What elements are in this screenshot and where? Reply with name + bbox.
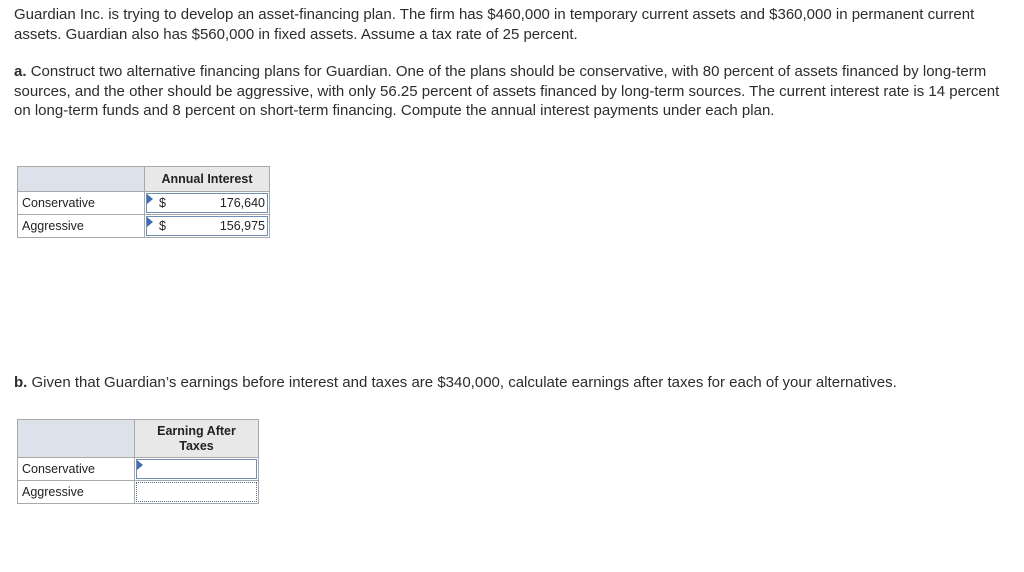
eat-aggressive-cell[interactable] bbox=[135, 481, 259, 504]
header-line-2: Taxes bbox=[179, 438, 214, 453]
row-label-aggressive: Aggressive bbox=[18, 215, 145, 238]
annual-interest-conservative-value: 176,640 bbox=[219, 196, 265, 210]
flag-marker-icon bbox=[147, 194, 153, 204]
earning-after-taxes-header bbox=[135, 420, 259, 458]
row-label-conservative: Conservative bbox=[18, 192, 145, 215]
currency-symbol: $ bbox=[159, 196, 166, 210]
part-b-question bbox=[14, 373, 1014, 393]
problem-intro bbox=[14, 5, 1014, 44]
table-corner-cell bbox=[18, 420, 135, 458]
part-a-question bbox=[14, 62, 1014, 121]
eat-aggressive-input[interactable] bbox=[136, 482, 257, 502]
currency-symbol: $ bbox=[159, 219, 166, 233]
annual-interest-table bbox=[17, 166, 270, 238]
table-row bbox=[18, 458, 259, 481]
annual-interest-header: Annual Interest bbox=[145, 167, 270, 192]
problem-intro-text: Guardian Inc. is trying to develop an asset-financing plan. The firm has $460,000 in temporary current assets and $360,000 in permanent current assets. Guardian also has $560,000 in fixed assets. Assume a tax rate of 25 percent. bbox=[14, 6, 975, 43]
annual-interest-aggressive-input[interactable] bbox=[146, 216, 268, 236]
flag-marker-icon bbox=[137, 460, 143, 470]
part-a-text: Construct two alternative financing plans for Guardian. One of the plans should be conservative, with 80 percent of assets financed by long-term sources, and the other should be aggressive, with only 56.25 percent of assets financed by long-term sources. The current interest rate is 14 percent on long-term funds and 8 percent on short-term financing. Compute the annual interest payments under each plan. bbox=[14, 63, 1000, 119]
flag-marker-icon bbox=[147, 217, 153, 227]
row-label-conservative: Conservative bbox=[18, 458, 135, 481]
annual-interest-conservative-input[interactable] bbox=[146, 193, 268, 213]
row-label-aggressive: Aggressive bbox=[18, 481, 135, 504]
eat-conservative-cell[interactable] bbox=[135, 458, 259, 481]
part-b-label: b. bbox=[14, 374, 28, 391]
table-row bbox=[18, 192, 270, 215]
header-line-1: Earning After bbox=[157, 423, 236, 438]
table-row bbox=[18, 481, 259, 504]
part-a-label: a. bbox=[14, 63, 27, 80]
table-corner-cell bbox=[18, 167, 145, 192]
table-row bbox=[18, 215, 270, 238]
annual-interest-aggressive-value: 156,975 bbox=[219, 219, 265, 233]
annual-interest-aggressive-cell[interactable] bbox=[145, 215, 270, 238]
annual-interest-conservative-cell[interactable] bbox=[145, 192, 270, 215]
earnings-after-taxes-table bbox=[17, 419, 259, 504]
part-b-text: Given that Guardian’s earnings before interest and taxes are $340,000, calculate earnings after taxes for each of your alternatives. bbox=[31, 374, 897, 391]
eat-conservative-input[interactable] bbox=[136, 459, 257, 479]
